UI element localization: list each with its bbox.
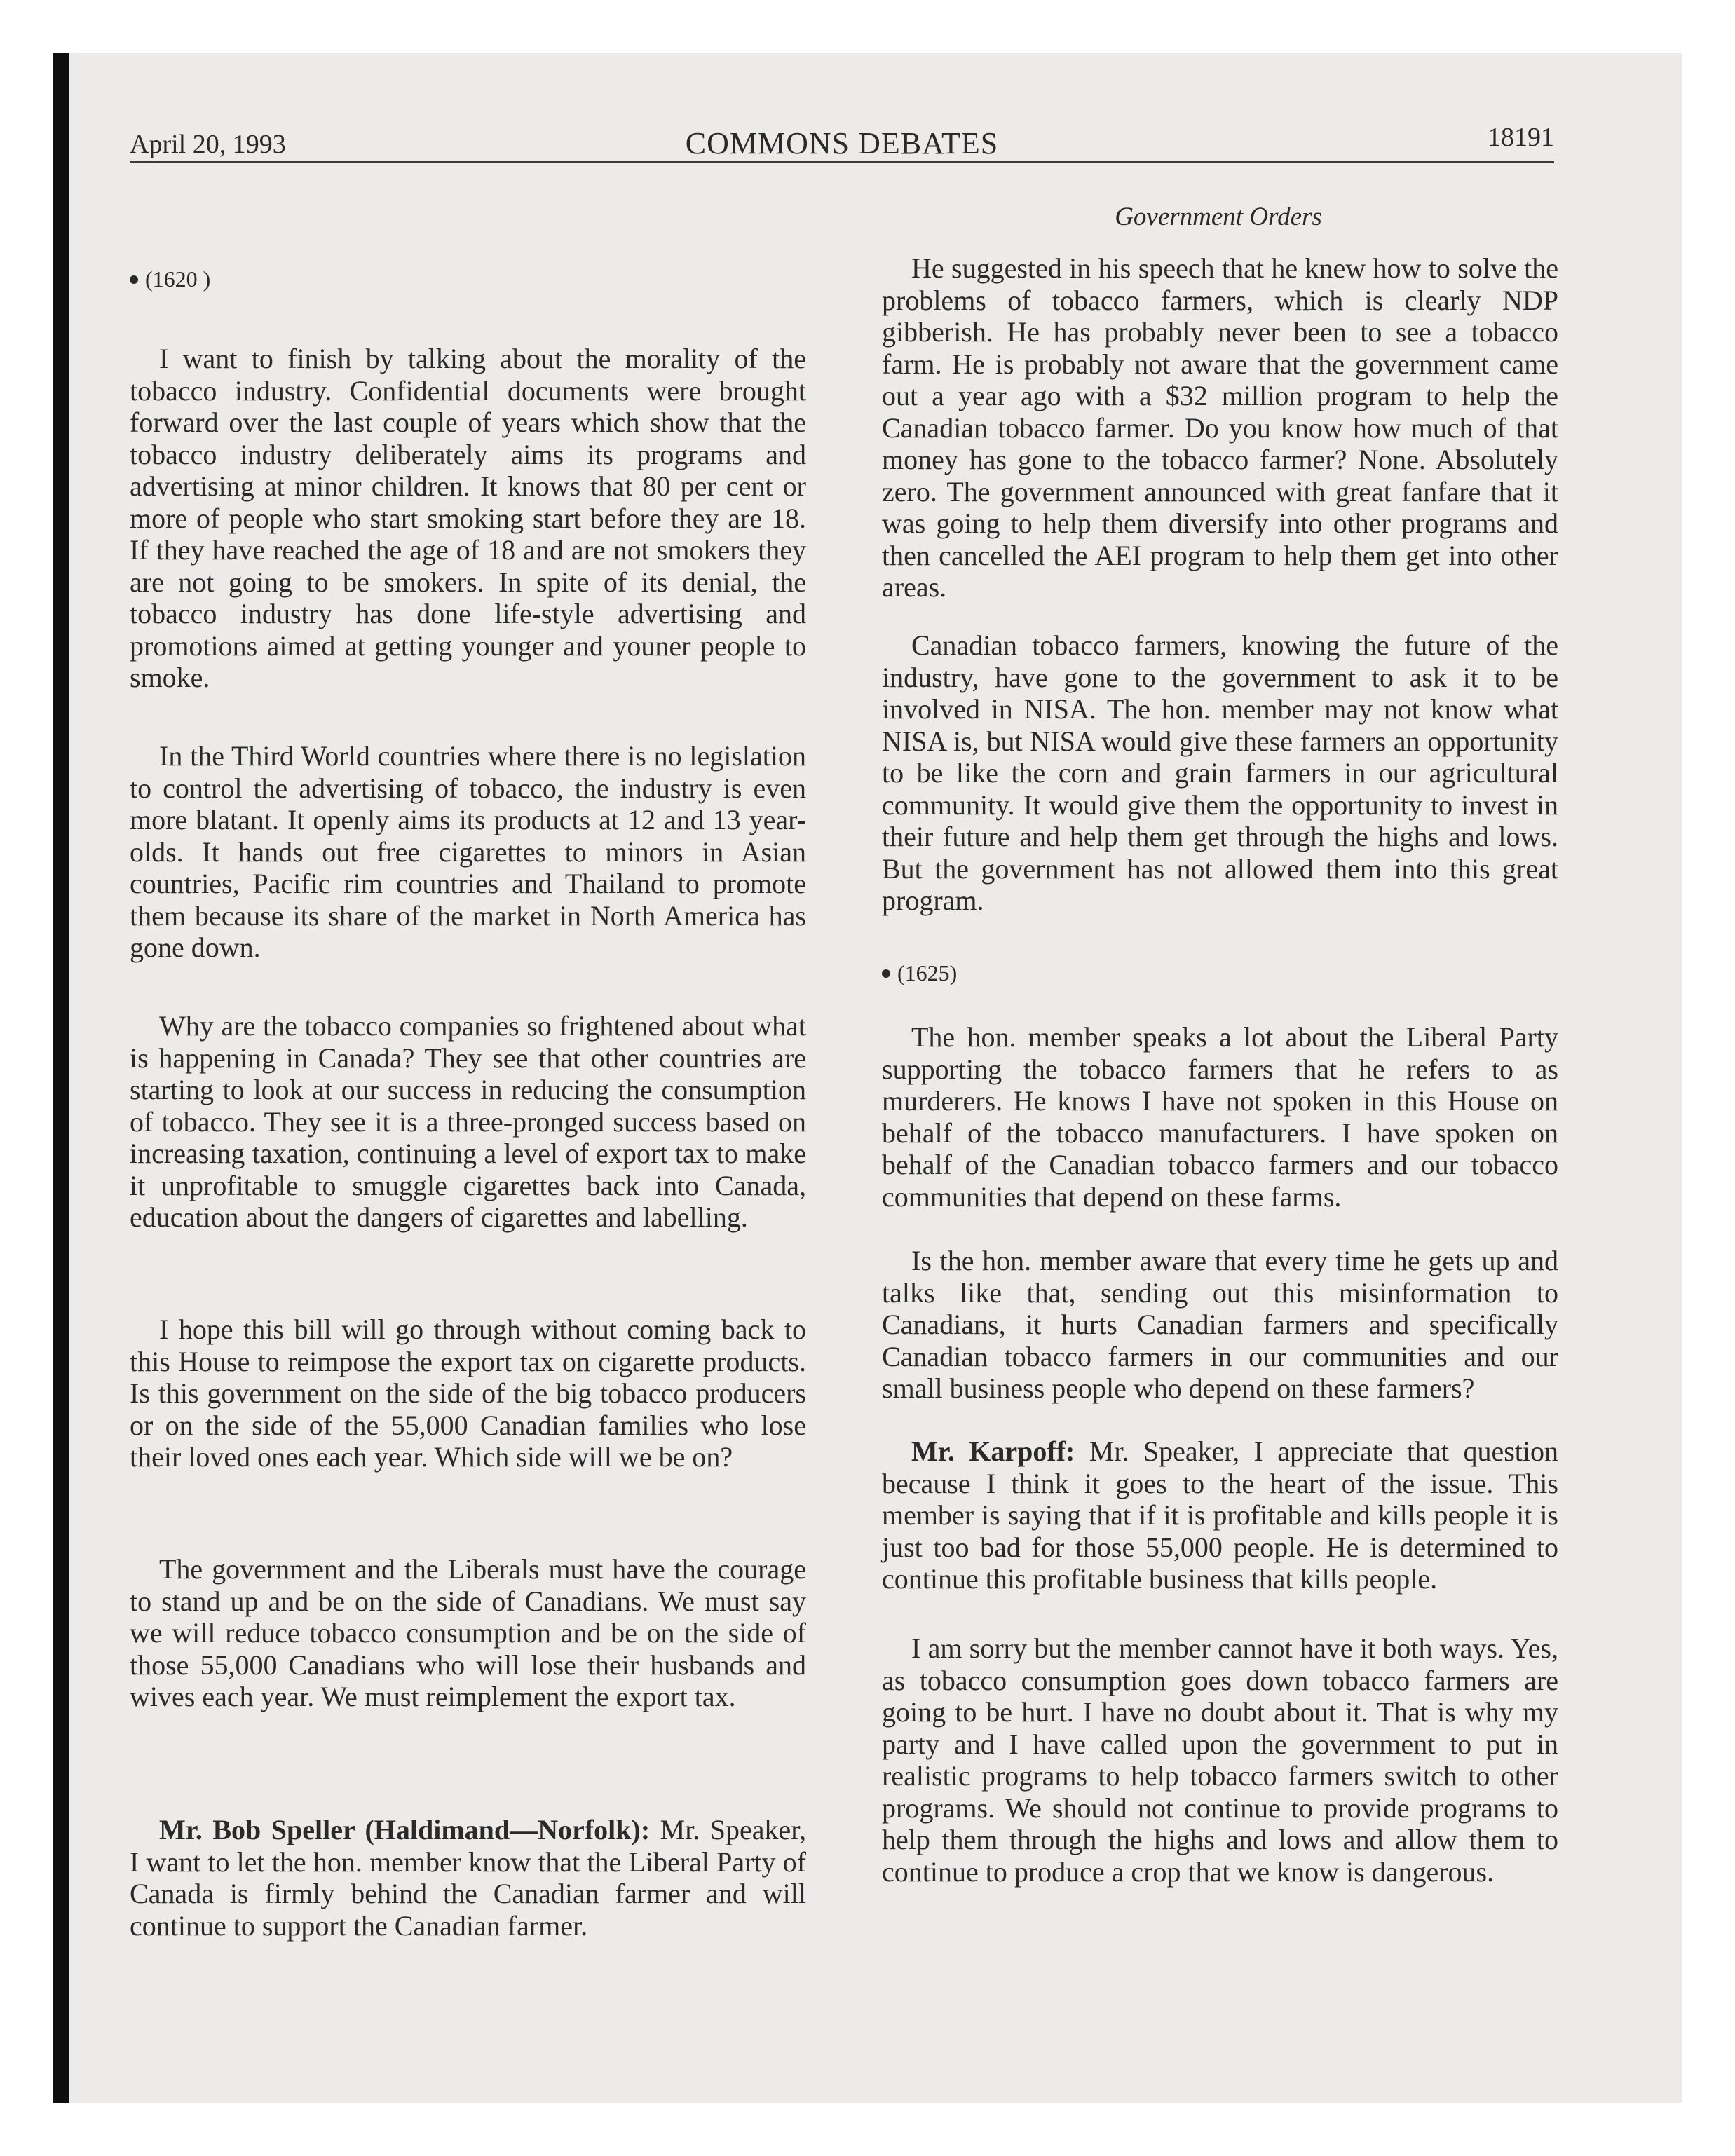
header-page-number: 18191	[1488, 123, 1554, 152]
bullet-icon	[882, 969, 890, 978]
paragraph: Canadian tobacco farmers, knowing the future of the industry, have gone to the government to ask it to be involved in NISA. The hon. member may not know what NISA is, but NISA would give these farmers an opportunity to be like the corn and grain farmers in our agricultural community. It would give them the opportunity to invest in their future and help them get through the highs and lows. But the government has not allowed them into this great program.	[882, 629, 1558, 916]
speech-karpoff	[882, 1435, 1558, 1595]
running-header	[130, 70, 1554, 161]
paragraph: I want to finish by talking about the morality of the tobacco industry. Confidential documents were brought forward over the last couple of years which show that the tobacco industry deliberately aims its programs and advertising at minor children. It knows that 80 per cent or more of people who start smoking start before they are 18. If they have reached the age of 18 and are not smokers they are not going to be smokers. In spite of its denial, the tobacco industry has done life-style advertising and promotions aimed at getting younger and youner people to smoke.	[130, 343, 806, 693]
paragraph: I am sorry but the member cannot have it both ways. Yes, as tobacco consumption goes down tobacco farmers are going to be hurt. I have no doubt about it. That is why my party and I have called upon the government to put in realistic programs to help tobacco farmers switch to other programs. We should not continue to provide programs to help them through the highs and lows and allow them to continue to produce a crop that we know is dangerous.	[882, 1632, 1558, 1888]
speech-text: Mr. Speaker, I want to let the hon. member know that the Liberal Party of Canada is firmly behind the Canadian farmer and will continue to support the Canadian farmer.	[130, 1814, 807, 1942]
paragraph: Why are the tobacco companies so frightened about what is happening in Canada? They see that other countries are starting to look at our success in reducing the consumption of tobacco. They see it is a three-pronged success based on increasing taxation, continuing a level of export tax to make it unprofitable to smuggle cigarettes back into Canada, education about the dangers of cigarettes and labelling.	[130, 1010, 806, 1233]
header-date: April 20, 1993	[130, 130, 286, 159]
paragraph: The hon. member speaks a lot about the Liberal Party supporting the tobacco farmers that he refers to as murderers. He knows I have not spoken in this House on behalf of the tobacco manufacturers. I have spoken on behalf of the Canadian tobacco farmers and our tobacco communities that depend on these farms.	[882, 1021, 1558, 1213]
timestamp-text: (1625)	[897, 960, 958, 985]
paragraph: Is the hon. member aware that every time he gets up and talks like that, sending out this misinformation to Canadians, it hurts Canadian farmers and specifically Canadian tobacco farmers in our communities and our small business people who depend on these farmers?	[882, 1245, 1558, 1404]
paragraph: I hope this bill will go through without coming back to this House to reimpose the export tax on cigarette products. Is this government on the side of the big tobacco producers or on the side of the 55,000 Canadian families who lose their loved ones each year. Which side will we be on?	[130, 1314, 806, 1473]
speaker-name: Mr. Karpoff:	[911, 1435, 1075, 1467]
speech-text: Mr. Speaker, I appreciate that question because I think it goes to the heart of the issue. This member is saying that if it is profitable and kills people it is just too bad for those 55,000 people. He is determined to continue this profitable business that kills people.	[882, 1435, 1558, 1595]
speech-bob-speller	[130, 1814, 806, 1942]
header-title: COMMONS DEBATES	[685, 126, 999, 161]
speaker-name: Mr. Bob Speller (Haldimand—Norfolk):	[159, 1814, 651, 1845]
paragraph: In the Third World countries where there is no legislation to control the advertising of tobacco, the industry is even more blatant. It openly aims its products at 12 and 13 year-olds. It hands out free cigarettes to minors in Asian countries, Pacific rim countries and Thailand to promote them because its share of the market in North America has gone down.	[130, 740, 806, 963]
bullet-icon	[130, 275, 138, 284]
section-title: Government Orders	[1115, 203, 1322, 231]
header-rule	[130, 161, 1554, 163]
timestamp-1625	[882, 960, 957, 985]
timestamp-1620	[130, 266, 210, 292]
paragraph: The government and the Liberals must have the courage to stand up and be on the side of Canadians. We must say we will reduce tobacco consumption and be on the side of those 55,000 Canadians who will lose their husbands and wives each year. We must reimplement the export tax.	[130, 1553, 806, 1712]
binding-shadow	[53, 53, 69, 2103]
paragraph: He suggested in his speech that he knew how to solve the problems of tobacco farmers, which is clearly NDP gibberish. He has probably never been to see a tobacco farm. He is probably not aware that the government came out a year ago with a $32 million program to help the Canadian tobacco farmer. Do you know how much of that money has gone to the tobacco farmer? None. Absolutely zero. The government announced with great fanfare that it was going to help them diversify into other programs and then cancelled the AEI program to help them get into other areas.	[882, 252, 1558, 603]
timestamp-text: (1620 )	[145, 266, 211, 292]
